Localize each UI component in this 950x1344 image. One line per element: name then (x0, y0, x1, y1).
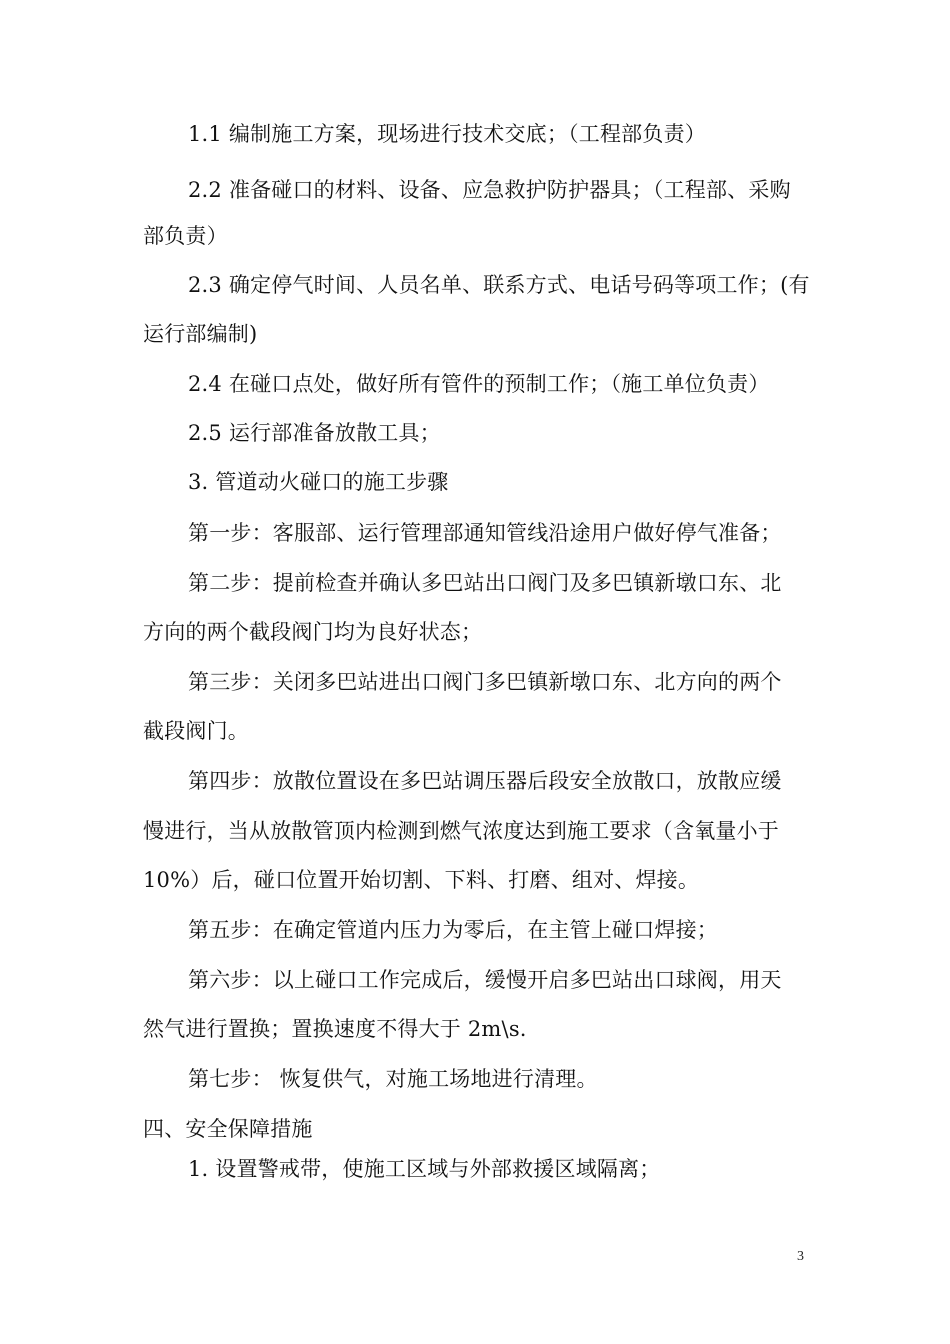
paragraph-line: 1. 设置警戒带，使施工区域与外部救援区域隔离； (188, 1157, 661, 1181)
section-heading: 3. 管道动火碰口的施工步骤 (188, 470, 449, 494)
paragraph-line: 2.2 准备碰口的材料、设备、应急救护防护器具；（工程部、采购 (188, 178, 791, 202)
paragraph-line: 第二步：提前检查并确认多巴站出口阀门及多巴镇新墩口东、北 (188, 571, 782, 595)
paragraph-line: 慢进行，当从放散管顶内检测到燃气浓度达到施工要求（含氧量小于 (143, 819, 779, 843)
paragraph-line: 2.4 在碰口点处，做好所有管件的预制工作；（施工单位负责） (188, 372, 770, 396)
section-heading: 四、安全保障措施 (143, 1117, 313, 1141)
paragraph-line: 截段阀门。 (143, 719, 249, 743)
paragraph-line: 第一步：客服部、运行管理部通知管线沿途用户做好停气准备； (188, 521, 782, 545)
paragraph-line: 运行部编制) (143, 322, 258, 346)
paragraph-line: 第四步：放散位置设在多巴站调压器后段安全放散口，放散应缓 (188, 769, 782, 793)
paragraph-line: 第七步： 恢复供气，对施工场地进行清理。 (188, 1067, 598, 1091)
paragraph-line: 第三步：关闭多巴站进出口阀门多巴镇新墩口东、北方向的两个 (188, 670, 782, 694)
paragraph-line: 2.3 确定停气时间、人员名单、联系方式、电话号码等项工作；(有 (188, 273, 810, 297)
paragraph-line: 10%）后，碰口位置开始切割、下料、打磨、组对、焊接。 (143, 868, 700, 892)
paragraph-line: 第六步：以上碰口工作完成后，缓慢开启多巴站出口球阀，用天 (188, 968, 782, 992)
paragraph-line: 1.1 编制施工方案，现场进行技术交底；（工程部负责） (188, 122, 706, 146)
page-number: 3 (797, 1249, 804, 1264)
paragraph-line: 部负责） (143, 224, 228, 248)
paragraph-line: 方向的两个截段阀门均为良好状态； (143, 620, 483, 644)
paragraph-line: 2.5 运行部准备放散工具； (188, 421, 441, 445)
paragraph-line: 然气进行置换；置换速度不得大于 2m\s. (143, 1017, 527, 1041)
paragraph-line: 第五步：在确定管道内压力为零后，在主管上碰口焊接； (188, 918, 718, 942)
